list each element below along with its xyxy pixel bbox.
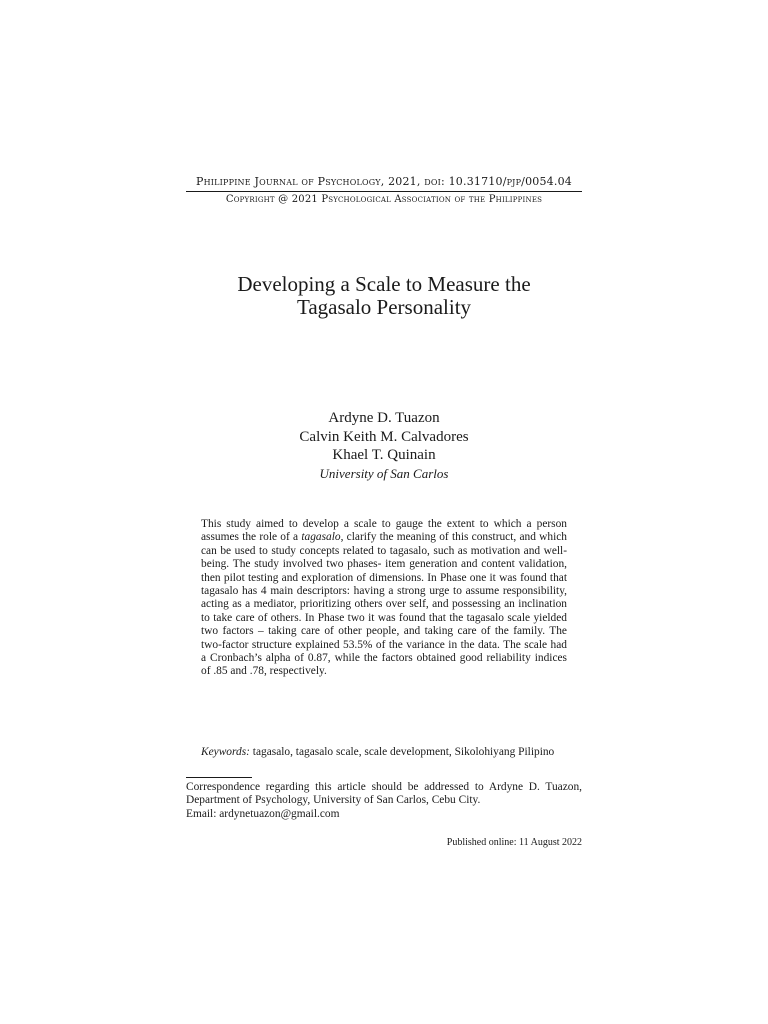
header-rule	[186, 191, 582, 192]
keywords-list: tagasalo, tagasalo scale, scale development, Sikolohiyang Pilipino	[249, 746, 555, 758]
email-address: ardynetuazon@gmail.com	[219, 807, 340, 820]
correspondence-footnote	[186, 781, 582, 821]
author-affiliation: University of San Carlos	[319, 465, 449, 481]
author-block	[184, 409, 584, 483]
email-label: Email:	[186, 807, 220, 820]
title-line-2: Tagasalo Personality	[296, 295, 472, 319]
abstract-text-end: , clarify the meaning of this construct, and which can be used to study concepts related to tagasalo, such as motivation and well-being. The study involved two phases- item generation and content validation, then pilot testing and exploration of dimensions. In Phase one it was found that tagasalo has 4 main descriptors: having a strong urge to assume responsibility, acting as a mediator, prioritizing others over self, and possessing an inclination to take care of others. In Phase two it was found that the tagasalo scale yielded two factors – taking care of other people, and taking care of the family. The two-factor structure explained 53.5% of the variance in the data. The scale had a Cronbach’s alpha of 0.87, while the factors obtained good reliability indices of .85 and .78, respectively.	[201, 531, 568, 678]
abstract	[201, 518, 567, 679]
keywords-label: Keywords:	[201, 746, 250, 758]
abstract-text-start: This study aimed to develop a scale to gauge the extent to which a person assumes the role of a	[201, 518, 567, 544]
publication-date: Published online: 11 August 2022	[446, 837, 582, 848]
title-line-1: Developing a Scale to Measure the	[237, 272, 531, 296]
author-name: Khael T. Quinain	[332, 447, 436, 463]
copyright-notice: Copyright @ 2021 Psychological Association of the Philippines	[225, 194, 543, 205]
keywords	[201, 746, 567, 759]
article-title	[140, 273, 628, 319]
footnote-rule	[186, 777, 252, 778]
author-name: Calvin Keith M. Calvadores	[299, 428, 469, 445]
author-name: Ardyne D. Tuazon	[328, 410, 440, 426]
journal-citation: Philippine Journal of Psychology, 2021, doi: 10.31710/pjp/0054.04	[196, 175, 572, 188]
correspondence-text: Correspondence regarding this article should be addressed to Ardyne D. Tuazon, Department of Psychology, University of San Carlos, Cebu City.	[186, 781, 582, 807]
abstract-italic-term: tagasalo	[301, 531, 341, 544]
